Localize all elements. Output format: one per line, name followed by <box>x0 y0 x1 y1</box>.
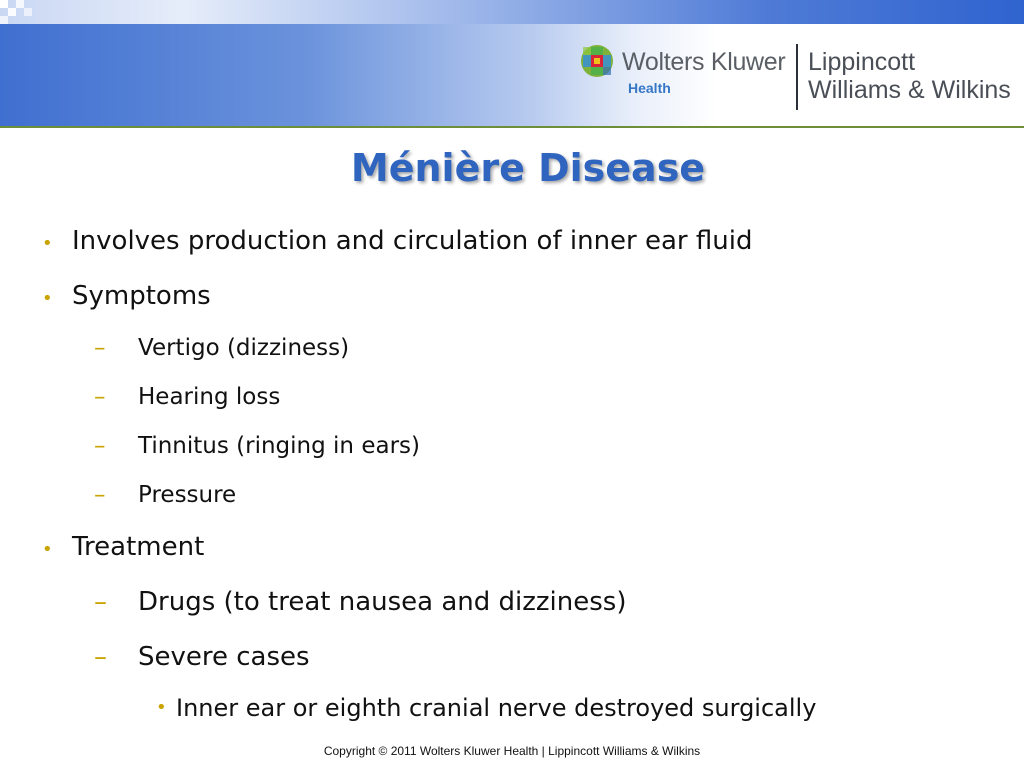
logo-company-division: Health <box>628 80 671 96</box>
dash-icon: – <box>94 642 107 672</box>
sub-bullet-text: Vertigo (dizziness) <box>138 335 350 361</box>
slide-title: Ménière Disease <box>350 146 706 190</box>
sub-bullet-item <box>94 642 310 672</box>
sub-bullet-item <box>94 384 281 410</box>
bullet-item <box>42 281 211 311</box>
sub-bullet-item <box>94 335 350 361</box>
sub-sub-bullet-text: Inner ear or eighth cranial nerve destroyed surgically <box>176 694 817 722</box>
bullet-icon: • <box>42 539 53 560</box>
bullet-icon: • <box>42 233 53 254</box>
bullet-icon: • <box>156 697 167 718</box>
sub-bullet-text: Severe cases <box>138 642 310 672</box>
bullet-icon: • <box>42 288 53 309</box>
sub-bullet-text: Pressure <box>138 482 237 508</box>
bullet-item <box>42 532 205 562</box>
dash-icon: – <box>94 433 106 459</box>
sub-bullet-item <box>94 482 237 508</box>
sub-bullet-text: Hearing loss <box>138 384 281 410</box>
sub-bullet-item <box>94 433 420 459</box>
publisher-name-line2: Williams & Wilkins <box>808 76 1011 104</box>
dash-icon: – <box>94 482 106 508</box>
bullet-text: Involves production and circulation of inner ear fluid <box>72 226 753 256</box>
sub-sub-bullet-item <box>156 694 817 722</box>
logo-company-name: Wolters Kluwer <box>622 48 786 76</box>
sub-bullet-text: Drugs (to treat nausea and dizziness) <box>138 587 627 617</box>
dash-icon: – <box>94 587 107 617</box>
dash-icon: – <box>94 335 106 361</box>
bullet-text: Treatment <box>72 532 205 562</box>
bullet-item <box>42 226 753 256</box>
sub-bullet-item <box>94 587 627 617</box>
sub-bullet-text: Tinnitus (ringing in ears) <box>138 433 420 459</box>
dash-icon: – <box>94 384 106 410</box>
publisher-name-line1: Lippincott <box>808 48 916 76</box>
footer-copyright: Copyright © 2011 Wolters Kluwer Health | Lippincott Williams & Wilkins <box>323 744 701 758</box>
bullet-text: Symptoms <box>72 281 211 311</box>
